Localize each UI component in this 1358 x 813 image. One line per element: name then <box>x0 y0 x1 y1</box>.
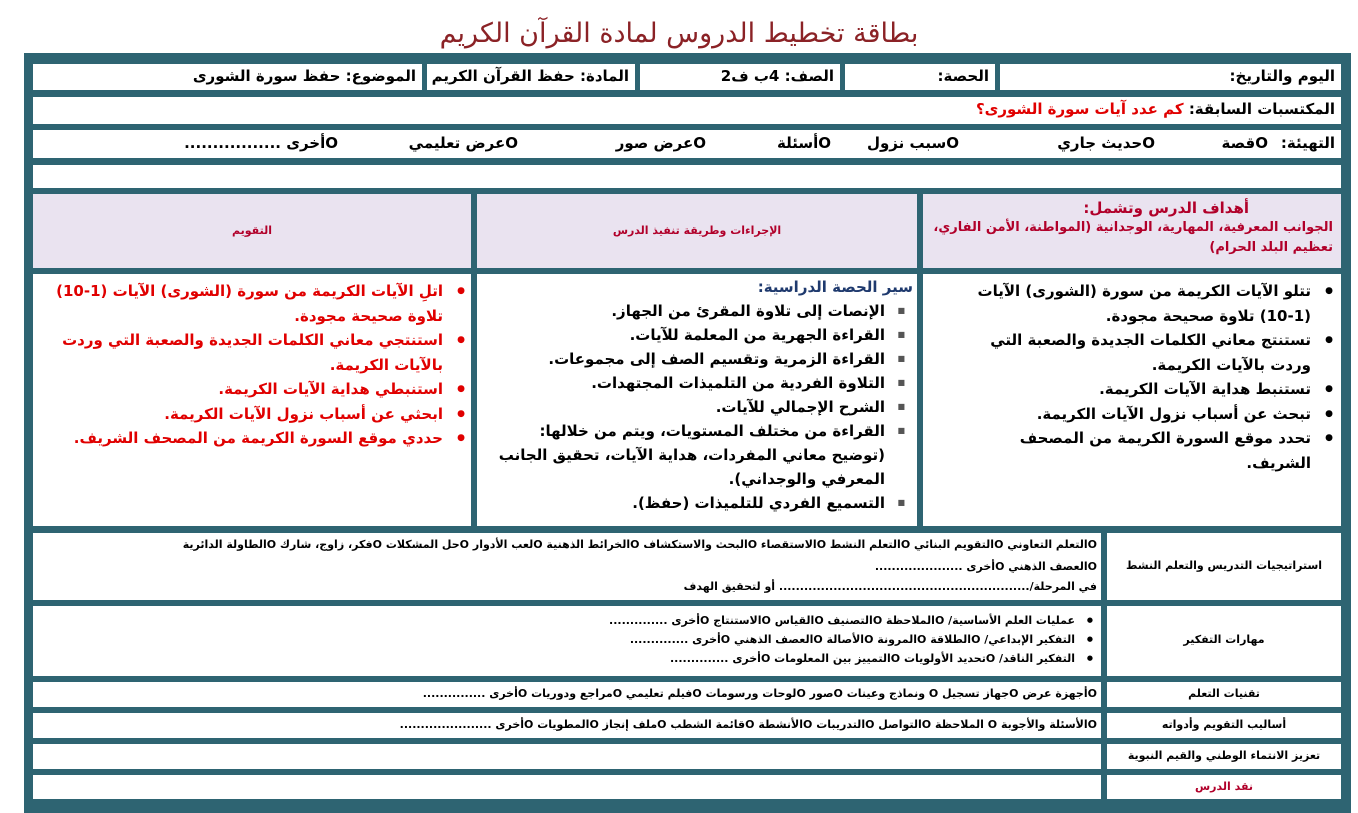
evaluation-title: التقويم <box>232 224 272 237</box>
assessment-cell[interactable] <box>33 713 1101 738</box>
grade-cell <box>640 64 840 90</box>
warmup-label: التهيئة: <box>1280 134 1335 152</box>
tech-cell[interactable] <box>33 682 1101 707</box>
evaluation-item: ● ابحثي عن أسباب نزول الآيات الكريمة. <box>45 402 467 427</box>
procedure-step: ■ التسميع الفردي للتلميذات (حفظ). <box>485 491 917 515</box>
national-cell[interactable] <box>33 744 1101 769</box>
assessment-label: أساليب التقويم وأدواته <box>1161 718 1287 731</box>
prior-value: كم عدد آيات سورة الشورى؟ <box>975 100 1184 118</box>
evaluation-item: ● حددي موقع السورة الكريمة من المصحف الشريف. <box>45 426 467 451</box>
warmup-option-hadith[interactable]: Oحديث جاري <box>1057 134 1155 152</box>
procedure-step: ■ الإنصات إلى تلاوة المقرئ من الجهاز. <box>485 299 917 323</box>
period-label: الحصة: <box>937 67 989 85</box>
strategies-label-cell <box>1107 533 1341 600</box>
procedures-header <box>477 194 917 268</box>
prior-knowledge-row <box>33 97 1341 124</box>
objectives-cell <box>923 274 1341 526</box>
tech-label: تقنيات التعلم <box>1188 687 1260 700</box>
tech-label-cell <box>1107 682 1341 707</box>
national-label: تعزيز الانتماء الوطني والقيم النبوية <box>1127 749 1321 762</box>
plan-table <box>24 53 1351 813</box>
thinking-item[interactable]: ● عمليات العلم الأساسية/ Oالملاحظة Oالتصنيف Oالقياس Oالاستنتاج Oأخرى .............. <box>37 611 1097 630</box>
warmup-row <box>33 130 1341 158</box>
evaluation-item: ● اتلِ الآيات الكريمة من سورة (الشورى) الآيات (1-10) تلاوة صحيحة مجودة. <box>45 279 467 328</box>
procedure-step: ■ الشرح الإجمالي للآيات. <box>485 395 917 419</box>
warmup-option-label: حديث جاري <box>1057 134 1143 152</box>
critique-cell[interactable] <box>33 775 1101 799</box>
date-label: اليوم والتاريخ: <box>1229 67 1335 85</box>
prior-knowledge <box>976 100 1335 118</box>
evaluation-cell <box>33 274 471 526</box>
warmup-option-label: عرض صور <box>615 134 694 152</box>
grade-text: الصف: 4ب ف2 <box>720 67 834 85</box>
date-cell[interactable] <box>1000 64 1341 90</box>
strategies-label: استراتيجيات التدريس والتعلم النشط <box>1125 559 1323 572</box>
thinking-list <box>37 611 1097 668</box>
procedure-step: ■ التلاوة الفردية من التلميذات المجتهدات. <box>485 371 917 395</box>
topic-text: الموضوع: حفظ سورة الشورى <box>192 67 416 85</box>
objectives-header <box>923 194 1341 268</box>
warmup-option-label: سبب نزول <box>866 134 947 152</box>
strategies-line3: في المرحلة/............................................................ أو لتحقيق الهدف <box>683 580 1097 593</box>
objective-item: ● تتلو الآيات الكريمة من سورة (الشورى) الآيات (1-10) تلاوة صحيحة مجودة. <box>953 279 1335 328</box>
topic-cell <box>33 64 422 90</box>
empty-row[interactable] <box>33 165 1341 188</box>
national-label-cell <box>1107 744 1341 769</box>
evaluation-item: ● استنبطي هداية الآيات الكريمة. <box>45 377 467 402</box>
objective-item: ● تستنبط هداية الآيات الكريمة. <box>953 377 1335 402</box>
objective-item: ● تحدد موقع السورة الكريمة من المصحف الشريف. <box>953 426 1335 475</box>
objectives-list <box>953 279 1335 475</box>
warmup-option-label: أخرى ................. <box>184 134 326 152</box>
critique-label: نقد الدرس <box>1195 780 1253 793</box>
warmup-option-presentation[interactable]: Oعرض تعليمي <box>408 134 518 152</box>
warmup-option-label: قصة <box>1221 134 1256 152</box>
thinking-label: مهارات التفكير <box>1183 633 1265 646</box>
period-cell[interactable] <box>845 64 995 90</box>
strategies-cell[interactable] <box>33 533 1101 600</box>
warmup-option-images[interactable]: Oعرض صور <box>615 134 706 152</box>
procedure-step: ■ القراءة الزمرية وتقسيم الصف إلى مجموعات. <box>485 347 917 371</box>
warmup-option-questions[interactable]: Oأسئلة <box>776 134 831 152</box>
procedure-step: ■ القراءة من مختلف المستويات، ويتم من خلالها: (توضيح معاني المفردات، هداية الآيات، تحقيق الجانب المعرفي والوجداني). <box>485 419 917 491</box>
critique-label-cell <box>1107 775 1341 799</box>
objective-item: ● تبحث عن أسباب نزول الآيات الكريمة. <box>953 402 1335 427</box>
evaluation-list <box>45 279 467 451</box>
thinking-item[interactable]: ● التفكير الإبداعي/ Oالطلاقة Oالمرونة Oالأصالة Oالعصف الذهني Oأخرى .............. <box>37 630 1097 649</box>
thinking-item[interactable]: ● التفكير الناقد/ Oتحديد الأولويات Oالتمييز بين المعلومات Oأخرى .............. <box>37 649 1097 668</box>
procedures-list <box>485 299 917 515</box>
prior-label: المكتسبات السابقة: <box>1188 100 1335 118</box>
tech-line[interactable]: Oأجهزة عرض Oجهاز تسجيل O ونماذج وعينات Oصور Oلوحات ورسومات Oفيلم تعليمي Oمراجع ودوريات Oأخرى ............... <box>422 687 1097 700</box>
objectives-subtitle: الجوانب المعرفية، المهارية، الوجدانية (المواطنة، الأمن الفاري، تعظيم البلد الحرام) <box>933 220 1333 255</box>
evaluation-header <box>33 194 471 268</box>
evaluation-item: ● استنتجي معاني الكلمات الجديدة والصعبة التي وردت بالآيات الكريمة. <box>45 328 467 377</box>
assessment-line[interactable]: Oالأسئلة والأجوبة O الملاحظة Oالتواصل Oالتدريبات Oالأنشطة Oقائمة الشطب Oملف إنجاز Oالمطويات Oأخرى ...................... <box>399 718 1097 731</box>
subject-text: المادة: حفظ القرآن الكريم <box>431 67 629 85</box>
objectives-title: أهداف الدرس وتشمل: <box>1083 199 1249 217</box>
strategies-line1[interactable]: Oالتعلم التعاوني Oالتقويم البنائي Oالتعلم النشط Oالاستقصاء Oالبحث والاستكشاف Oالخرائط الذهنية Oلعب الأدوار Oحل المشكلات Oفكر، زاوج، شارك Oالطاولة الدائرية <box>182 538 1097 551</box>
thinking-cell[interactable] <box>33 606 1101 676</box>
procedure-step: ■ القراءة الجهرية من المعلمة للآيات. <box>485 323 917 347</box>
subject-cell <box>427 64 635 90</box>
procedures-title: الإجراءات وطريقة تنفيذ الدرس <box>612 224 782 237</box>
procedures-cell <box>477 274 917 526</box>
warmup-option-other[interactable]: Oأخرى ................. <box>184 134 338 152</box>
thinking-label-cell <box>1107 606 1341 676</box>
strategies-line2[interactable]: Oالعصف الذهني Oأخرى ..................... <box>874 560 1097 573</box>
page-title: بطاقة تخطيط الدروس لمادة القرآن الكريم <box>439 18 919 49</box>
objective-item: ● تستنتج معاني الكلمات الجديدة والصعبة التي وردت بالآيات الكريمة. <box>953 328 1335 377</box>
warmup-option-label: أسئلة <box>776 134 819 152</box>
assessment-label-cell <box>1107 713 1341 738</box>
warmup-option-story[interactable]: Oقصة <box>1221 134 1268 152</box>
warmup-option-reason[interactable]: Oسبب نزول <box>866 134 959 152</box>
warmup-option-label: عرض تعليمي <box>408 134 506 152</box>
procedures-heading: سير الحصة الدراسية: <box>757 278 913 296</box>
